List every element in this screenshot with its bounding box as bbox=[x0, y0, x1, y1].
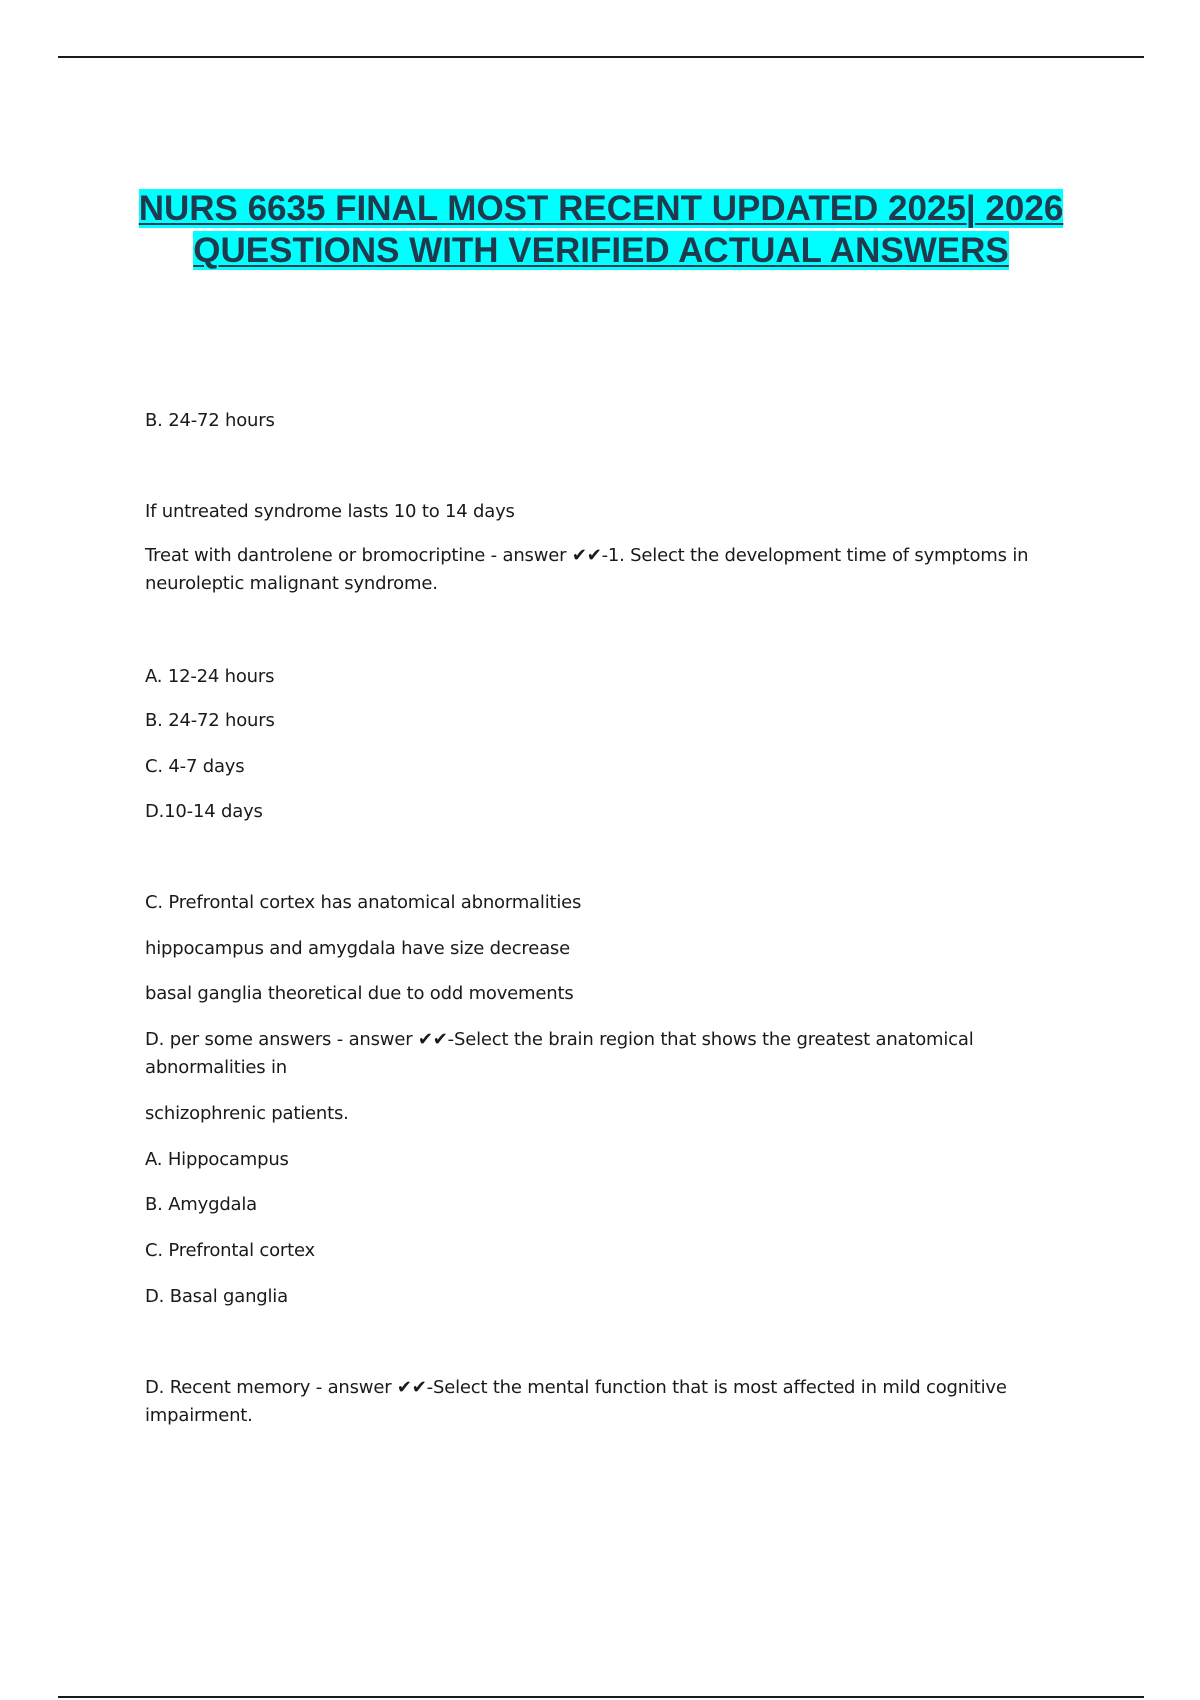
paragraph: D. Recent memory - answer ✔✔-Select the mental function that is most affected in mild cognitive impairment. bbox=[145, 1377, 1007, 1426]
option-item: B. 24-72 hours bbox=[145, 710, 275, 731]
option-item: C. 4-7 days bbox=[145, 756, 245, 777]
paragraph: B. 24-72 hours bbox=[145, 410, 275, 431]
paragraph: schizophrenic patients. bbox=[145, 1103, 349, 1124]
option-item: B. Amygdala bbox=[145, 1194, 258, 1215]
paragraph: If untreated syndrome lasts 10 to 14 days bbox=[145, 501, 515, 522]
option-item: C. Prefrontal cortex bbox=[145, 1240, 315, 1261]
option-item: A. 12-24 hours bbox=[145, 666, 275, 687]
option-item: A. Hippocampus bbox=[145, 1149, 289, 1170]
document-title bbox=[58, 188, 1144, 272]
header-rule bbox=[58, 56, 1144, 58]
option-item: D. Basal ganglia bbox=[145, 1286, 288, 1307]
footer-rule bbox=[58, 1696, 1144, 1698]
paragraph: hippocampus and amygdala have size decrease bbox=[145, 938, 570, 959]
paragraph: Treat with dantrolene or bromocriptine - answer ✔✔-1. Select the development time of symptoms in neuroleptic malignant syndrome. bbox=[145, 545, 1029, 594]
paragraph: basal ganglia theoretical due to odd movements bbox=[145, 983, 574, 1004]
option-item: D.10-14 days bbox=[145, 801, 263, 822]
paragraph: D. per some answers - answer ✔✔-Select the brain region that shows the greatest anatomical abnormalities in bbox=[145, 1029, 974, 1078]
document-title-text: NURS 6635 FINAL MOST RECENT UPDATED 2025| 2026 QUESTIONS WITH VERIFIED ACTUAL ANSWERS bbox=[138, 189, 1064, 270]
paragraph: C. Prefrontal cortex has anatomical abnormalities bbox=[145, 892, 582, 913]
